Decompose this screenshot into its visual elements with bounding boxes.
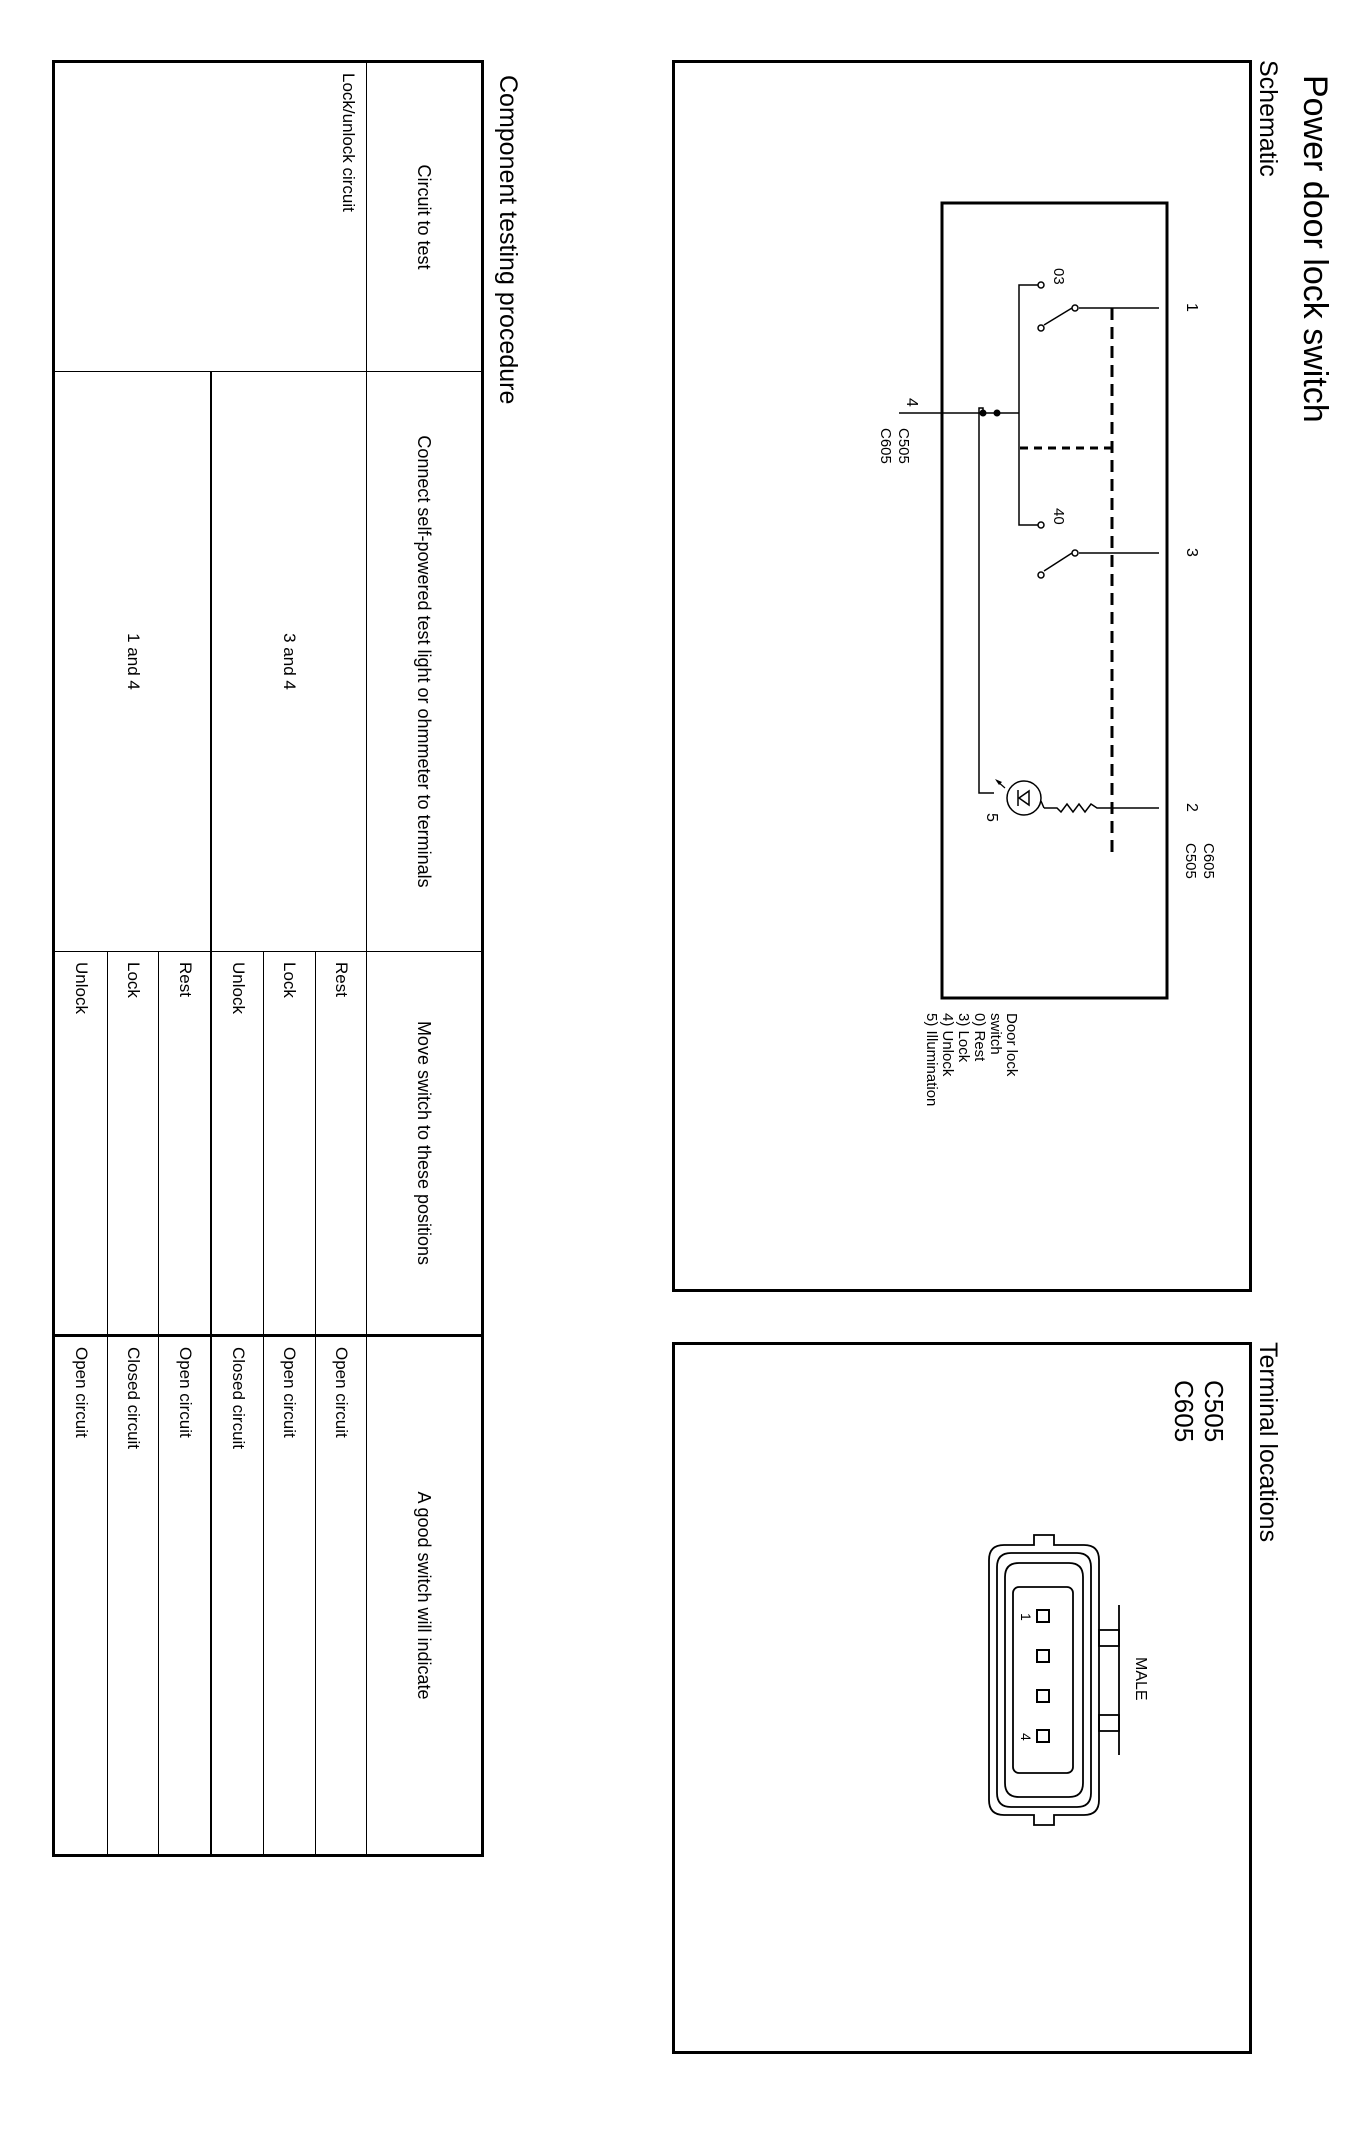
- contact-bus: [1019, 285, 1038, 525]
- connector-label-c605-top: C605: [1200, 843, 1217, 879]
- pin-label-1: 1: [1018, 1613, 1034, 1621]
- result-cell: Open circuit: [159, 1336, 212, 1856]
- position-cell: Unlock: [54, 952, 108, 1336]
- schematic-legend: [923, 1013, 1019, 1106]
- terminal-locations-title: Terminal locations: [1254, 1342, 1282, 1543]
- terminals-group-2: 1 and 4: [54, 372, 212, 952]
- resistor: [1044, 804, 1099, 812]
- terminal-label-3: 3: [1183, 548, 1200, 557]
- position-cell: Unlock: [211, 952, 264, 1336]
- connector-label-c505-top: C505: [1182, 843, 1199, 879]
- header-circuit: Circuit to test: [367, 62, 483, 372]
- connector-face-diagram: [669, 1345, 1249, 2057]
- testing-title: Component testing procedure: [494, 75, 522, 405]
- illumination-return-wire: [979, 408, 994, 793]
- schematic-title: Schematic: [1254, 60, 1282, 177]
- pin-1: [1037, 1610, 1049, 1622]
- terminals-group-1: 3 and 4: [211, 372, 366, 952]
- legend-item: 3) Lock: [955, 1013, 972, 1063]
- terminal-label-1: 1: [1183, 303, 1200, 312]
- terminal-locations-panel: [672, 1342, 1252, 2054]
- pin-3: [1037, 1690, 1049, 1702]
- connector-id-c505: C505: [1199, 1380, 1229, 1443]
- result-cell: Closed circuit: [211, 1336, 264, 1856]
- result-cell: Closed circuit: [107, 1336, 158, 1856]
- connector-label-c605-bottom: C605: [877, 428, 894, 464]
- pin-label-4: 4: [1018, 1733, 1034, 1741]
- legend-item: 0) Rest: [971, 1013, 988, 1062]
- position-cell: Lock: [264, 952, 315, 1336]
- legend-item: 5) Illumination: [923, 1013, 940, 1107]
- contact-label-03: 03: [1050, 268, 1067, 285]
- header-result: A good switch will indicate: [367, 1336, 483, 1856]
- position-cell: Rest: [159, 952, 212, 1336]
- terminal-label-5: 5: [983, 813, 1000, 822]
- switch-housing: [942, 203, 1167, 998]
- result-cell: Open circuit: [54, 1336, 108, 1856]
- position-cell: Lock: [107, 952, 158, 1336]
- connector-gender: MALE: [1132, 1657, 1149, 1701]
- illumination-led: [1007, 781, 1041, 815]
- circuit-name: Lock/unlock circuit: [54, 62, 367, 372]
- schematic-diagram: [669, 63, 1249, 1295]
- legend-heading-2: switch: [987, 1013, 1004, 1055]
- page-title: Power door lock switch: [1296, 75, 1334, 423]
- connector-label-c505-bottom: C505: [895, 428, 912, 464]
- result-cell: Open circuit: [264, 1336, 315, 1856]
- header-move: Move switch to these positions: [367, 952, 483, 1336]
- table-row: [315, 62, 366, 1856]
- position-cell: Rest: [315, 952, 366, 1336]
- legend-item: 4) Unlock: [939, 1013, 956, 1077]
- connector-id-c605: C605: [1169, 1380, 1199, 1443]
- header-connect: Connect self-powered test light or ohmmeter to terminals: [367, 372, 483, 952]
- pin-2: [1037, 1650, 1049, 1662]
- schematic-panel: [672, 60, 1252, 1292]
- result-cell: Open circuit: [315, 1336, 366, 1856]
- component-testing-table: [52, 60, 484, 1857]
- terminal-label-2: 2: [1183, 803, 1200, 812]
- locking-tab: [1099, 1630, 1119, 1646]
- legend-heading: Door lock: [1003, 1013, 1020, 1077]
- contact-label-40: 40: [1050, 508, 1067, 525]
- pin-4: [1037, 1730, 1049, 1742]
- table-header-row: [367, 62, 483, 1856]
- terminal-label-4: 4: [903, 398, 920, 407]
- locking-tab: [1099, 1715, 1119, 1731]
